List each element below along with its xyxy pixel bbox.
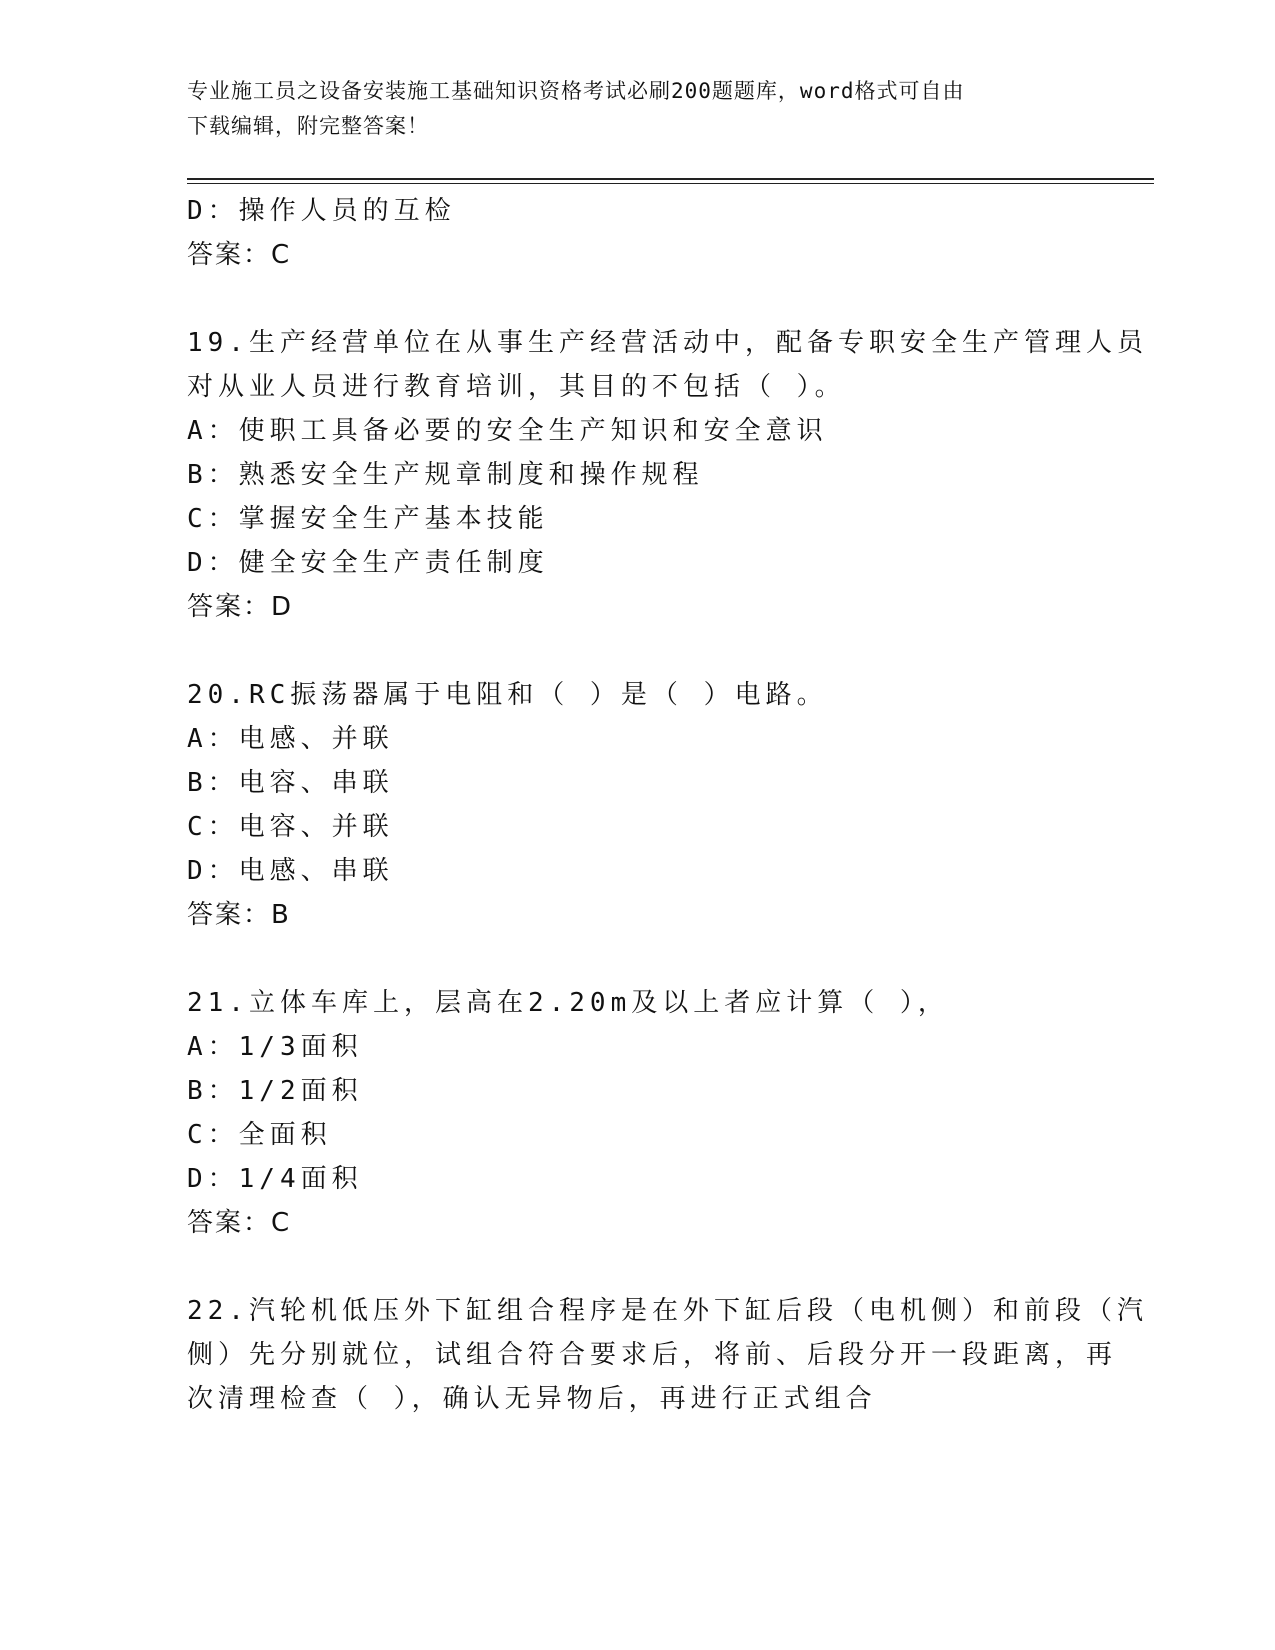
- q19-stem-line-2: 对从业人员进行教育培训，其目的不包括（ ）。: [187, 372, 846, 402]
- q21-option-d: D：1/4面积: [187, 1164, 363, 1194]
- q21-option-a: A：1/3面积: [187, 1032, 363, 1062]
- header-divider-thin: [187, 183, 1154, 184]
- q21-option-c: C：全面积: [187, 1120, 332, 1150]
- q19-option-b: B：熟悉安全生产规章制度和操作规程: [187, 460, 704, 490]
- q20-stem-line-1: 20.RC振荡器属于电阻和（ ）是（ ）电路。: [187, 680, 828, 710]
- q22-stem-line-1: 22.汽轮机低压外下缸组合程序是在外下缸后段（电机侧）和前段（汽: [187, 1296, 1148, 1326]
- q19-stem-line-1: 19.生产经营单位在从事生产经营活动中，配备专职安全生产管理人员: [187, 328, 1148, 358]
- q22-stem-line-3: 次清理检查（ ），确认无异物后，再进行正式组合: [187, 1384, 877, 1414]
- q20-option-c: C：电容、并联: [187, 812, 394, 842]
- q20-option-d: D：电感、串联: [187, 856, 394, 886]
- q21-answer: 答案：C: [187, 1208, 292, 1238]
- q22-stem-line-2: 侧）先分别就位，试组合符合要求后，将前、后段分开一段距离，再: [187, 1340, 1118, 1370]
- q19-option-c: C：掌握安全生产基本技能: [187, 504, 549, 534]
- q20-answer: 答案：B: [187, 900, 291, 930]
- header-divider-thick: [187, 178, 1154, 180]
- q18-answer: 答案：C: [187, 240, 292, 270]
- q18-option-d: D：操作人员的互检: [187, 196, 456, 226]
- q20-option-b: B：电容、串联: [187, 768, 394, 798]
- q19-answer: 答案：D: [187, 592, 294, 622]
- document-header: [187, 74, 1087, 144]
- q21-stem-line-1: 21.立体车库上，层高在2.20m及以上者应计算（ ），: [187, 988, 949, 1018]
- q19-option-d: D：健全安全生产责任制度: [187, 548, 549, 578]
- q20-option-a: A：电感、并联: [187, 724, 394, 754]
- q21-option-b: B：1/2面积: [187, 1076, 363, 1106]
- header-line-2: 下载编辑，附完整答案！: [187, 114, 429, 138]
- header-line-1: 专业施工员之设备安装施工基础知识资格考试必刷200题题库，word格式可自由: [187, 79, 965, 103]
- q19-option-a: A：使职工具备必要的安全生产知识和安全意识: [187, 416, 828, 446]
